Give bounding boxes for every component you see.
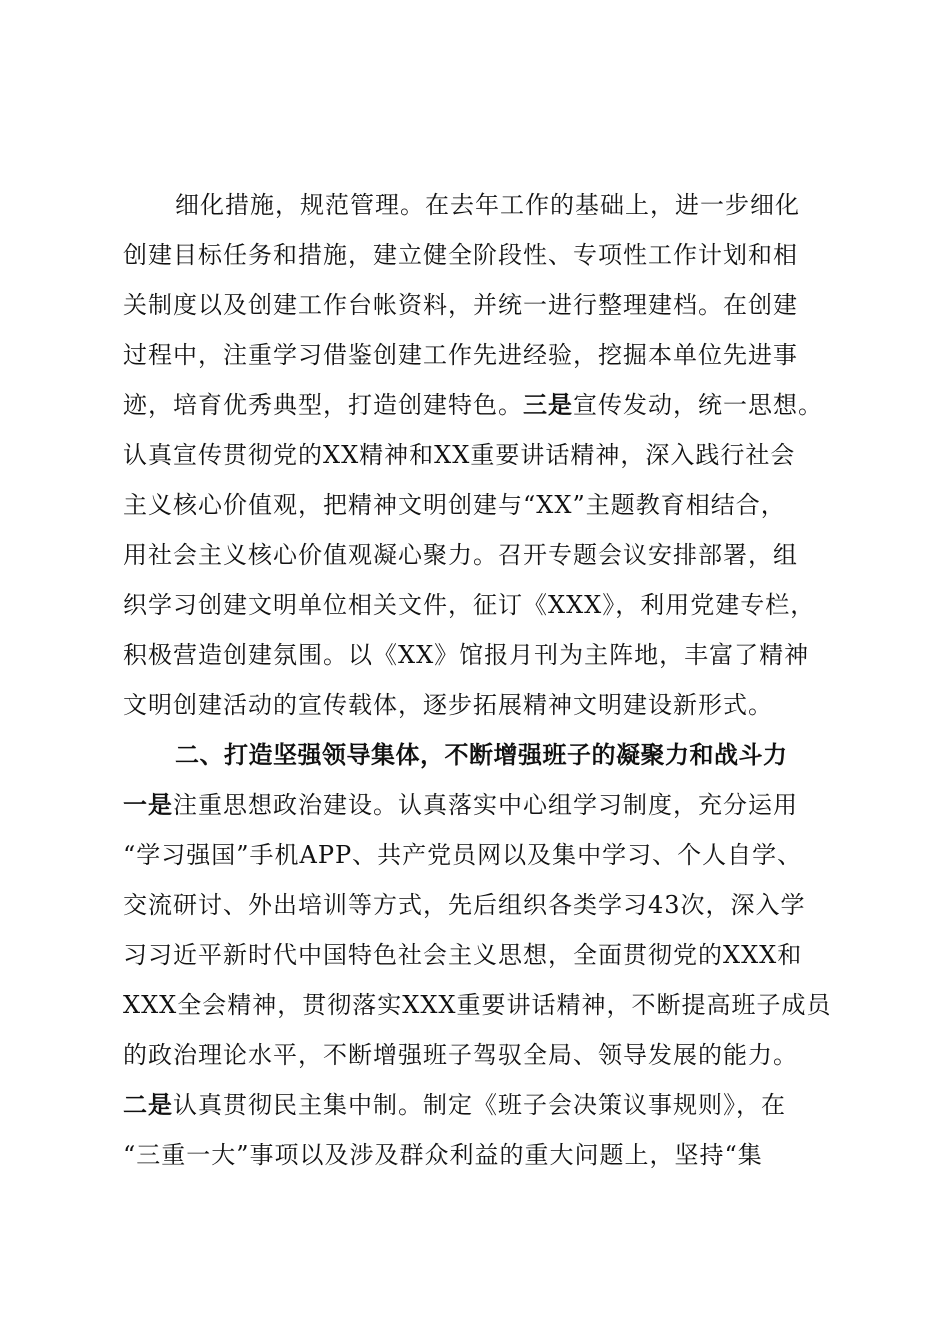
paragraph-line: 文明创建活动的宣传载体，逐步拓展精神文明建设新形式。 — [123, 691, 773, 719]
paragraph-line: “学习强国”手机APP、共产党员网以及集中学习、个人自学、 — [123, 841, 803, 869]
paragraph-line — [123, 385, 833, 425]
paragraph-line: “三重一大”事项以及涉及群众利益的重大问题上，坚持“集 — [123, 1141, 763, 1169]
paragraph-line: 创建目标任务和措施，建立健全阶段性、专项性工作计划和相 — [123, 241, 798, 269]
paragraph-line: XXX全会精神，贯彻落实XXX重要讲话精神，不断提高班子成员 — [123, 991, 832, 1019]
paragraph-line: 用社会主义核心价值观凝心聚力。召开专题会议安排部署，组 — [123, 541, 798, 569]
paragraph-line: 的政治理论水平，不断增强班子驾驭全局、领导发展的能力。 — [123, 1041, 798, 1069]
line-text: 宣传发动，统一思想。 — [573, 391, 823, 419]
paragraph-line: 积极营造创建氛围。以《XX》馆报月刊为主阵地，丰富了精神 — [123, 641, 810, 669]
line-text: 迹，培育优秀典型，打造创建特色。 — [123, 391, 523, 419]
emphasis-label: 三是 — [523, 391, 573, 419]
paragraph-line: 习习近平新时代中国特色社会主义思想，全面贯彻党的XXX和 — [123, 941, 803, 969]
paragraph-line — [123, 785, 833, 825]
emphasis-label: 一是 — [123, 791, 173, 819]
paragraph-line: 主义核心价值观，把精神文明创建与“XX”主题教育相结合， — [123, 491, 786, 519]
paragraph-line — [123, 1085, 833, 1125]
line-text: 认真贯彻民主集中制。制定《班子会决策议事规则》，在 — [173, 1091, 786, 1119]
line-text: 注重思想政治建设。认真落实中心组学习制度，充分运用 — [173, 791, 798, 819]
paragraph-line: 过程中，注重学习借鉴创建工作先进经验，挖掘本单位先进事 — [123, 341, 798, 369]
paragraph-line: 交流研讨、外出培训等方式，先后组织各类学习43次，深入学 — [123, 891, 806, 919]
paragraph-line: 细化措施，规范管理。在去年工作的基础上，进一步细化 — [175, 191, 800, 219]
paragraph-line: 织学习创建文明单位相关文件，征订《XXX》，利用党建专栏， — [123, 591, 816, 619]
section-heading: 二、打造坚强领导集体，不断增强班子的凝聚力和战斗力 — [175, 741, 788, 769]
emphasis-label: 二是 — [123, 1091, 173, 1119]
paragraph-line: 认真宣传贯彻党的XX精神和XX重要讲话精神，深入践行社会 — [123, 441, 796, 469]
paragraph-line: 关制度以及创建工作台帐资料，并统一进行整理建档。在创建 — [123, 291, 798, 319]
